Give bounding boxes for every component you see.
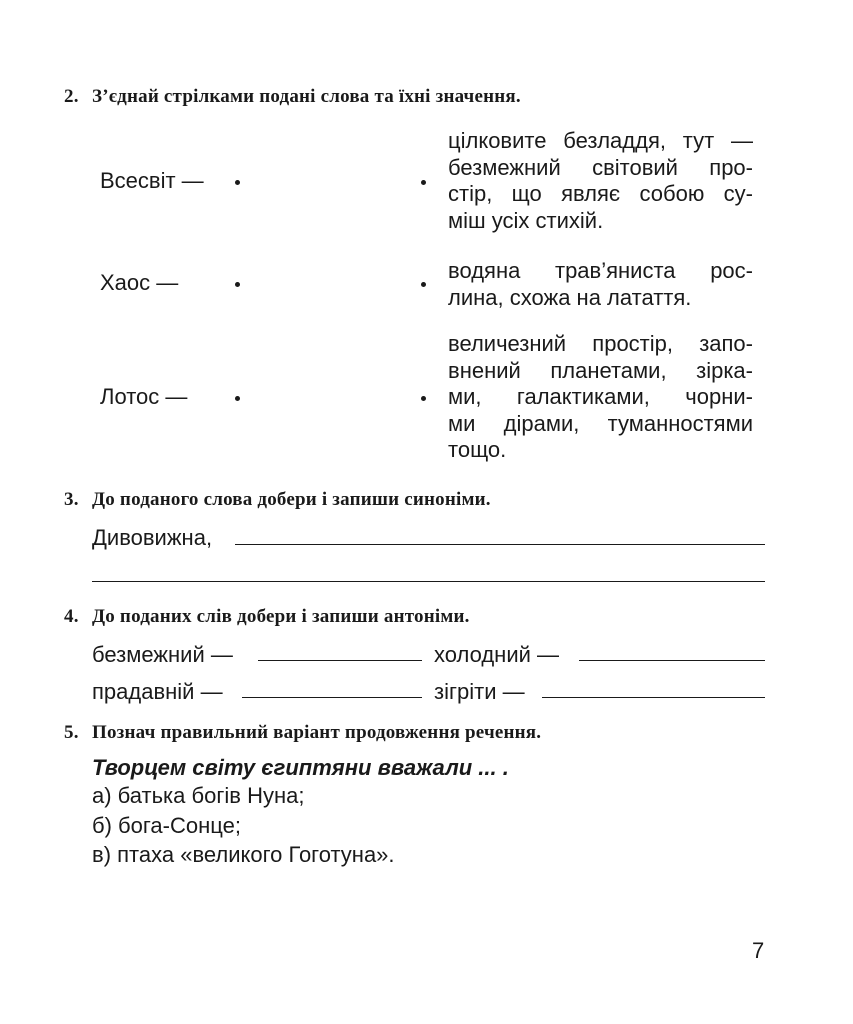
task-3-number: 3.: [64, 489, 79, 510]
task-5-title: Познач правильний варіант продовження речення.: [92, 722, 542, 743]
definition-2-line: лина, схожа на латаття.: [448, 284, 692, 310]
definition-1-line: безмежний світовий про-: [448, 154, 753, 180]
definition-2: [448, 258, 753, 311]
task-5-prompt: Творцем світу єгиптяни вважали ... .: [92, 755, 509, 780]
word-lotos: Лотос —: [100, 384, 188, 409]
option-c[interactable]: в) птаха «великого Гоготуна».: [92, 842, 395, 867]
definition-3: [448, 331, 753, 464]
right-dot-1[interactable]: [421, 180, 426, 185]
task-5-heading: [64, 722, 541, 744]
left-dot-3[interactable]: [235, 396, 240, 401]
definition-2-line: водяна трав’яниста рос-: [448, 258, 753, 283]
task-4-number: 4.: [64, 606, 79, 627]
task-4-title: До поданих слів добери і запиши антоніми.: [92, 606, 470, 627]
antonym-word-pradavnii: прадавній —: [92, 679, 223, 704]
left-dot-1[interactable]: [235, 180, 240, 185]
definition-3-line: величезний простір, запо-: [448, 331, 753, 356]
antonym-word-bezmezhnyi: безмежний —: [92, 642, 233, 667]
synonym-answer-line-1[interactable]: [235, 544, 765, 545]
task-2-title: З’єднай стрілками подані слова та їхні значення.: [92, 86, 521, 107]
word-vsesvit: Всесвіт —: [100, 168, 204, 193]
antonym-word-zihrity: зігріти —: [434, 679, 525, 704]
page-number: 7: [752, 938, 765, 963]
antonym-answer-line[interactable]: [579, 660, 765, 661]
task-3-title: До поданого слова добери і запиши синоніми.: [92, 489, 491, 510]
task-2-heading: [64, 86, 521, 108]
option-a[interactable]: а) батька богів Нуна;: [92, 783, 305, 808]
definition-3-line: ми дірами, туманностями: [448, 410, 753, 436]
synonym-word: Дивовижна,: [92, 525, 213, 550]
task-4-heading: [64, 606, 470, 628]
right-dot-3[interactable]: [421, 396, 426, 401]
definition-3-line: ми, галактиками, чорни-: [448, 384, 753, 409]
left-dot-2[interactable]: [235, 282, 240, 287]
synonym-answer-line-2[interactable]: [92, 581, 765, 582]
antonym-word-kholodnyi: холодний —: [434, 642, 560, 667]
word-khaos: Хаос —: [100, 270, 179, 295]
definition-3-line: внений планетами, зірка-: [448, 357, 753, 383]
definition-1-line: цілковите безладдя, тут —: [448, 128, 753, 153]
antonym-answer-line[interactable]: [258, 660, 422, 661]
right-dot-2[interactable]: [421, 282, 426, 287]
option-b[interactable]: б) бога-Сонце;: [92, 813, 241, 838]
antonym-answer-line[interactable]: [242, 697, 422, 698]
antonym-answer-line[interactable]: [542, 697, 765, 698]
definition-1-line: стір, що являє собою су-: [448, 181, 753, 206]
definition-3-line: тощо.: [448, 437, 507, 462]
task-2-number: 2.: [64, 86, 79, 107]
definition-1-line: міш усіх стихій.: [448, 207, 604, 233]
task-3-heading: [64, 489, 491, 511]
definition-1: [448, 128, 753, 234]
task-5-number: 5.: [64, 722, 79, 743]
